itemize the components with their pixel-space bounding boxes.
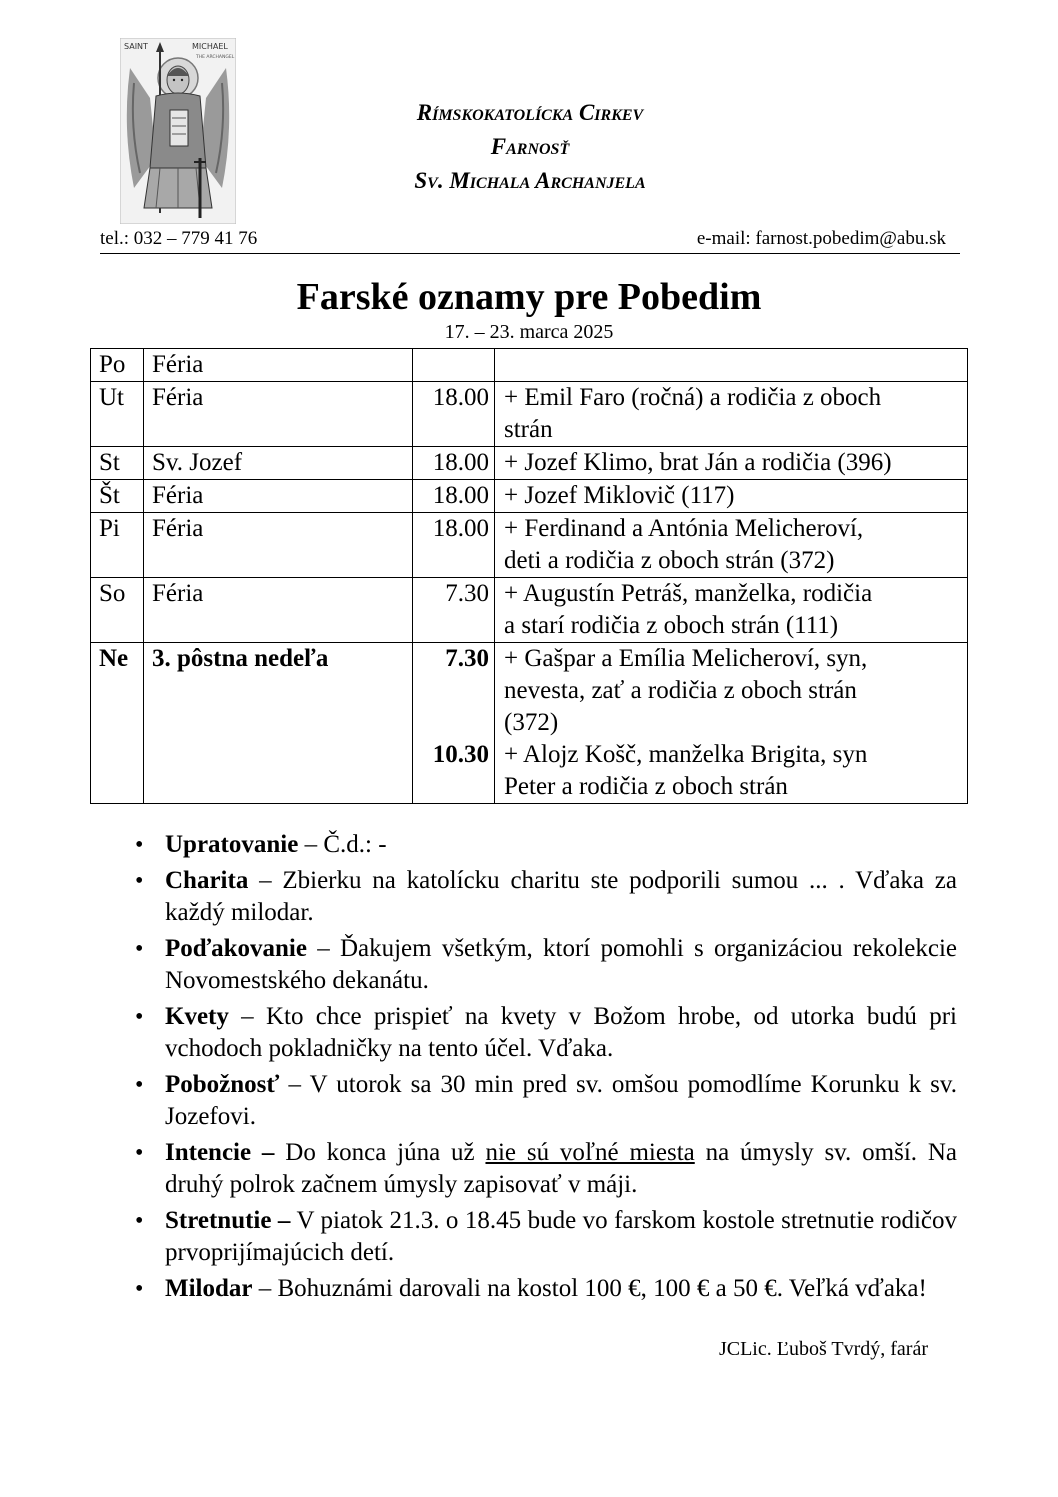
intention-line: a starí rodičia z oboch strán (111) <box>504 612 839 639</box>
day-cell: St <box>91 447 144 480</box>
time-cell <box>413 349 495 382</box>
mass-time: 7.30 <box>445 645 489 672</box>
icon-caption-left: SAINT <box>124 42 148 51</box>
bullet-icon <box>135 1273 155 1305</box>
intention-line: deti a rodičia z oboch strán (372) <box>504 547 835 574</box>
table-row <box>91 513 968 578</box>
mass-time <box>417 349 489 381</box>
note-heading: Upratovanie <box>165 831 299 858</box>
intention-line: + Jozef Klimo, brat Ján a rodičia (396) <box>504 449 892 476</box>
church-header <box>290 96 770 198</box>
liturgical-day-cell: Sv. Jozef <box>144 447 413 480</box>
mass-time <box>417 610 489 642</box>
liturgical-day-cell: Féria <box>144 349 413 382</box>
liturgical-day-cell: 3. pôstna nedeľa <box>144 643 413 804</box>
intention-cell <box>495 578 968 643</box>
bullet-icon <box>135 865 155 897</box>
mass-schedule-table <box>90 348 968 804</box>
table-row <box>91 578 968 643</box>
note-heading: Charita <box>165 867 249 894</box>
intention-line: + Alojz Košč, manželka Brigita, syn <box>504 741 868 768</box>
intention-line: + Jozef Miklovič (117) <box>504 482 735 509</box>
intention-line: + Augustín Petráš, manželka, rodičia <box>504 580 873 607</box>
intention-cell <box>495 513 968 578</box>
liturgical-day-cell: Féria <box>144 513 413 578</box>
mass-time: 7.30 <box>445 580 489 607</box>
mass-time <box>417 414 489 446</box>
mass-time: 18.00 <box>432 515 489 542</box>
mass-time: 18.00 <box>432 482 489 509</box>
bullet-icon <box>135 1205 155 1237</box>
time-cell <box>413 447 495 480</box>
table-row <box>91 447 968 480</box>
time-cell <box>413 513 495 578</box>
icon-caption-small: THE ARCHANGEL <box>196 55 235 60</box>
list-item <box>135 1069 957 1133</box>
mass-time <box>417 545 489 577</box>
list-item <box>135 865 957 929</box>
bullet-icon <box>135 1069 155 1101</box>
note-text: – Č.d.: - <box>298 831 387 858</box>
day-cell: Pi <box>91 513 144 578</box>
table-row <box>91 349 968 382</box>
header-line-2: Farnosť <box>490 134 570 159</box>
note-heading: Pobožnosť <box>165 1071 280 1098</box>
note-text: – Bohuznámi darovali na kostol 100 €, 100 € a 50 €. Veľká vďaka! <box>252 1275 927 1302</box>
intention-cell <box>495 643 968 804</box>
list-item <box>135 1137 957 1201</box>
intention-cell <box>495 382 968 447</box>
liturgical-day-cell: Féria <box>144 382 413 447</box>
intention-line: (372) <box>504 709 559 736</box>
date-range: 17. – 23. marca 2025 <box>444 321 614 343</box>
bullet-icon <box>135 1001 155 1033</box>
intention-cell <box>495 349 968 382</box>
mass-time <box>417 675 489 707</box>
intention-cell <box>495 447 968 480</box>
intention-line: Peter a rodičia z oboch strán <box>504 773 788 800</box>
list-item <box>135 1001 957 1065</box>
announcements-list <box>135 829 957 1309</box>
table-row <box>91 382 968 447</box>
bullet-icon <box>135 829 155 861</box>
note-text: V piatok 21.3. o 18.45 bude vo farskom kostole stretnutie rodičov prvoprijímajúcich detí. <box>165 1207 957 1266</box>
list-item <box>135 829 957 861</box>
day-cell: So <box>91 578 144 643</box>
bullet-icon <box>135 1137 155 1169</box>
note-heading: Stretnutie – <box>165 1207 291 1234</box>
liturgical-day-cell: Féria <box>144 578 413 643</box>
intention-cell <box>495 480 968 513</box>
email-address: e-mail: farnost.pobedim@abu.sk <box>696 228 946 249</box>
intention-line: + Emil Faro (ročná) a rodičia z oboch <box>504 384 882 411</box>
note-text: – V utorok sa 30 min pred sv. omšou pomodlíme Korunku k sv. Jozefovi. <box>165 1071 957 1130</box>
note-heading: Milodar <box>165 1275 253 1302</box>
note-underlined-text: nie sú voľné miesta <box>485 1139 695 1166</box>
page-title: Farské oznamy pre Pobedim <box>296 276 762 318</box>
list-item <box>135 1205 957 1269</box>
intention-line: + Gašpar a Emília Melicheroví, syn, <box>504 645 868 672</box>
note-text: Do konca júna už <box>274 1139 486 1166</box>
table-row <box>91 643 968 804</box>
intention-line <box>504 349 959 381</box>
time-cell <box>413 578 495 643</box>
time-cell <box>413 382 495 447</box>
time-cell <box>413 643 495 804</box>
intention-line: nevesta, zať a rodičia z oboch strán <box>504 677 857 704</box>
list-item <box>135 933 957 997</box>
mass-time <box>417 707 489 739</box>
day-cell: Ut <box>91 382 144 447</box>
saint-michael-icon <box>120 38 236 224</box>
note-text: – Ďakujem všetkým, ktorí pomohli s organizáciou rekolekcie Novomestského dekanátu. <box>165 935 957 994</box>
day-cell: Ne <box>91 643 144 804</box>
bullet-icon <box>135 933 155 965</box>
table-row <box>91 480 968 513</box>
contact-row <box>100 226 960 254</box>
intention-line: + Ferdinand a Antónia Melicheroví, <box>504 515 864 542</box>
icon-caption-right: MICHAEL <box>192 42 228 51</box>
mass-time: 18.00 <box>432 449 489 476</box>
day-cell: Št <box>91 480 144 513</box>
note-text: – Zbierku na katolícku charitu ste podporili sumou ... . Vďaka za každý milodar. <box>165 867 957 926</box>
note-heading: Kvety <box>165 1003 229 1030</box>
mass-time: 10.30 <box>432 741 489 768</box>
header-line-3: Sv. Michala Archanjela <box>414 168 646 193</box>
note-text: – Kto chce prispieť na kvety v Božom hrobe, od utorka budú pri vchodoch pokladničky na tento účel. Vďaka. <box>165 1003 957 1062</box>
phone-number: tel.: 032 – 779 41 76 <box>100 228 258 249</box>
signature: JCLic. Ľuboš Tvrdý, farár <box>718 1338 928 1360</box>
note-heading: Intencie – <box>165 1139 275 1166</box>
header-line-1: Rímskokatolícka Cirkev <box>416 100 644 125</box>
mass-time: 18.00 <box>432 384 489 411</box>
note-text: na úmysly sv. omší. Na druhý polrok začnem úmysly zapisovať v máji. <box>165 1139 957 1198</box>
mass-time <box>417 771 489 803</box>
day-cell: Po <box>91 349 144 382</box>
liturgical-day-cell: Féria <box>144 480 413 513</box>
intention-line: strán <box>504 416 553 443</box>
note-heading: Poďakovanie <box>165 935 307 962</box>
list-item <box>135 1273 957 1305</box>
time-cell <box>413 480 495 513</box>
